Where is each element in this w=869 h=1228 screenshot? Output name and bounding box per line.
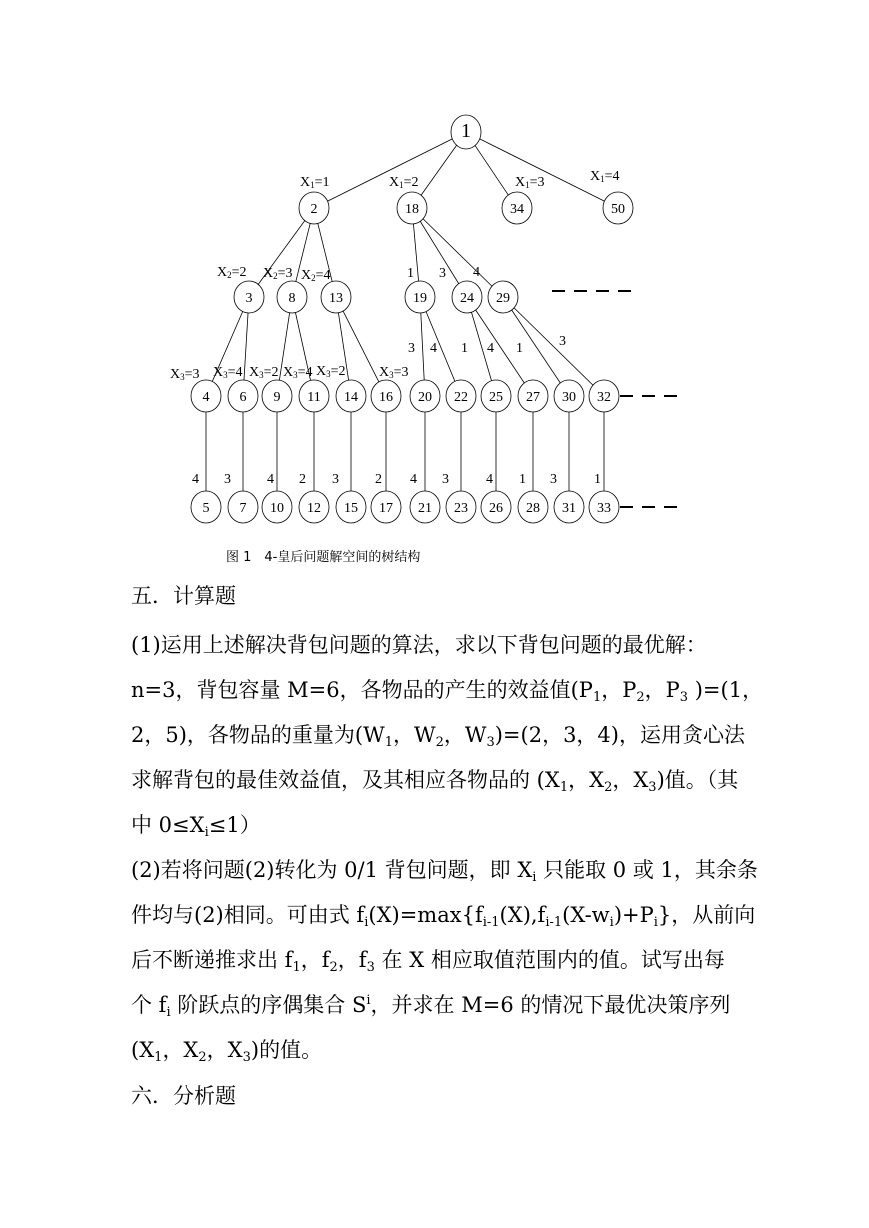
tree-edge-label: X1=1 [300,175,330,190]
tree-edge-label: 4 [192,472,199,487]
tree-edge-label: X1=2 [389,175,419,190]
tree-node-7 [228,491,258,523]
tree-node-label: 25 [489,390,503,405]
tree-node-label: 8 [288,291,296,306]
tree-edge-label: X1=3 [515,175,545,190]
tree-edges [206,139,605,492]
tree-edge-label: 1 [519,472,526,487]
tree-edge-label: X2=4 [301,268,331,283]
tree-edge-label: 2 [299,472,306,487]
tree-node-4 [191,380,221,412]
tree-edge-label: 3 [332,472,339,487]
tree-node-label: 31 [562,501,576,516]
tree-edge-n1-n50 [479,139,604,202]
q1-line-1: (1)运用上述解决背包问题的算法，求以下背包问题的最优解： [131,633,707,657]
tree-edge-label: X3=2 [249,365,279,380]
tree-node-23 [446,491,476,523]
tree-edge-label: 2 [375,472,382,487]
tree-edge-label: 1 [516,341,523,356]
tree-node-label: 9 [273,390,281,405]
tree-node-6 [228,380,258,412]
tree-node-label: 18 [405,202,419,217]
tree-node-9 [262,380,292,412]
tree-node-label: 19 [413,291,427,306]
tree-edge-label: 4 [430,341,437,356]
tree-edge-label: X2=2 [217,265,247,280]
tree-edge-label: X3=4 [213,365,243,380]
tree-node-label: 32 [597,390,611,405]
tree-node-label: 1 [461,120,471,142]
tree-edge-label: X1=4 [590,169,620,184]
question-2 [131,848,758,1073]
tree-edge-label: 3 [224,472,231,487]
tree-edge-n29-n32 [514,308,594,386]
tree-edge-label: 1 [594,472,601,487]
tree-node-16 [371,380,401,412]
tree-node-label: 28 [526,501,540,516]
tree-node-label: 7 [239,501,247,516]
tree-node-8 [277,281,307,313]
tree-node-label: 11 [307,390,321,405]
tree-node-label: 13 [329,291,343,306]
tree-edge-label: 1 [461,341,468,356]
tree-edge-label: 4 [487,341,494,356]
tree-node-25 [481,380,511,412]
tree-node-11 [299,380,329,412]
tree-node-27 [518,380,548,412]
q1-line-4: 求解背包的最佳效益值，及其相应各物品的 ($X_1$，$X_2$，$X_3$)值。（其 [131,768,739,795]
tree-node-label: 24 [460,291,474,306]
tree-node-label: 6 [239,390,247,405]
tree-edge-label: X2=3 [263,266,293,281]
tree-node-label: 30 [562,390,576,405]
tree-node-19 [405,281,435,313]
tree-node-label: 14 [344,390,358,405]
tree-edge-n1-n34 [474,144,508,195]
tree-node-50 [603,192,633,224]
q2-line-2: 件均与(2)相同。可由式 $f_i(X)=\max\{f_{i-1}(X),f_{i-1}(X-w_i)+P_i\}$，从前向 [131,903,756,930]
tree-node-label: 10 [270,501,284,516]
tree-node-3 [234,281,264,313]
tree-node-24 [452,281,482,313]
tree-node-32 [589,380,619,412]
tree-edge-label: 4 [410,472,417,487]
tree-edge-n18-n19 [413,223,418,282]
tree-edge-label: 4 [486,472,493,487]
tree-edge-n13-n16 [343,310,379,382]
tree-edge-label: X3=4 [283,365,313,380]
q1-line-2: n=3，背包容量 M=6，各物品的产生的效益值($P_1$，$P_2$，$P_3$ )=(1， [131,678,764,705]
q2-line-1: (2)若将问题(2)转化为 0/1 背包问题，即 $X_i$ 只能取 0 或 1，其余条 [131,858,758,885]
question-1 [131,623,764,848]
tree-edge-label: 3 [442,472,449,487]
tree-edge-label: 4 [267,472,274,487]
tree-node-15 [336,491,366,523]
tree-node-14 [336,380,366,412]
section-six-title: 六．分析题 [131,1084,236,1108]
tree-node-29 [488,281,518,313]
tree-node-label: 12 [307,501,321,516]
tree-edge-label: 3 [559,334,566,349]
q2-line-5: ($X_1$，$X_2$，$X_3$)的值。 [131,1038,323,1065]
tree-edge-n18-n29 [423,218,493,286]
tree-node-34 [502,192,532,224]
tree-node-label: 29 [496,291,510,306]
q1-line-3: 2，5)，各物品的重量为($W_1$，$W_2$，$W_3)=(2$，3，4)，运用贪心法 [131,723,745,750]
tree-edge-n1-n2 [327,139,452,202]
tree-node-31 [554,491,584,523]
figure-caption: 图 1 4-皇后问题解空间的树结构 [226,550,421,565]
tree-node-10 [262,491,292,523]
section-five-title: 五．计算题 [131,584,236,608]
tree-node-label: 20 [418,390,432,405]
tree-node-26 [481,491,511,523]
tree-node-label: 33 [597,501,611,516]
tree-node-22 [446,380,476,412]
q2-line-4: 个 $f_i$ 阶跃点的序偶集合 $S^i$，并求在 M=6 的情况下最优决策序列 [131,993,731,1020]
tree-node-20 [410,380,440,412]
tree-node-label: 26 [489,501,503,516]
tree-edge-label: 3 [550,472,557,487]
tree-node-33 [589,491,619,523]
tree-edge-label: 3 [408,341,415,356]
tree-node-18 [397,192,427,224]
tree-node-21 [410,491,440,523]
tree-node-label: 2 [310,202,318,217]
tree-node-label: 27 [526,390,540,405]
tree-node-label: 23 [454,501,468,516]
tree-node-5 [191,491,221,523]
tree-node-28 [518,491,548,523]
tree-node-label: 3 [245,291,253,306]
tree-node-12 [299,491,329,523]
tree-edge-label: X3=3 [379,365,409,380]
q1-line-5: 中 $0\le X_i\le 1$） [131,813,261,840]
tree-edge-n19-n20 [421,312,424,381]
tree-node-17 [371,491,401,523]
tree-edge-label: X3=3 [170,367,200,382]
tree-node-label: 4 [202,390,210,405]
tree-node-2 [299,192,329,224]
tree-node-1 [451,115,481,149]
tree-node-30 [554,380,584,412]
tree-node-label: 5 [202,501,210,516]
q2-line-3: 后不断递推求出 $f_1$，$f_2$，$f_3$ 在 X 相应取值范围内的值。试写出每 [131,948,725,975]
tree-node-label: 50 [611,202,625,217]
tree-edge-label: 4 [473,265,480,280]
tree-edge-label: 3 [439,266,446,281]
tree-node-label: 22 [454,390,468,405]
tree-node-label: 34 [510,202,524,217]
state-space-tree-figure [0,0,869,560]
tree-edge-n3-n6 [244,312,248,381]
tree-node-13 [321,281,351,313]
tree-node-label: 15 [344,501,358,516]
tree-edge-labels [170,169,620,487]
tree-node-label: 17 [379,501,393,516]
tree-node-label: 21 [418,501,432,516]
tree-edge-label: 1 [407,266,414,281]
tree-node-label: 16 [379,390,393,405]
tree-edge-label: X3=2 [316,364,346,379]
